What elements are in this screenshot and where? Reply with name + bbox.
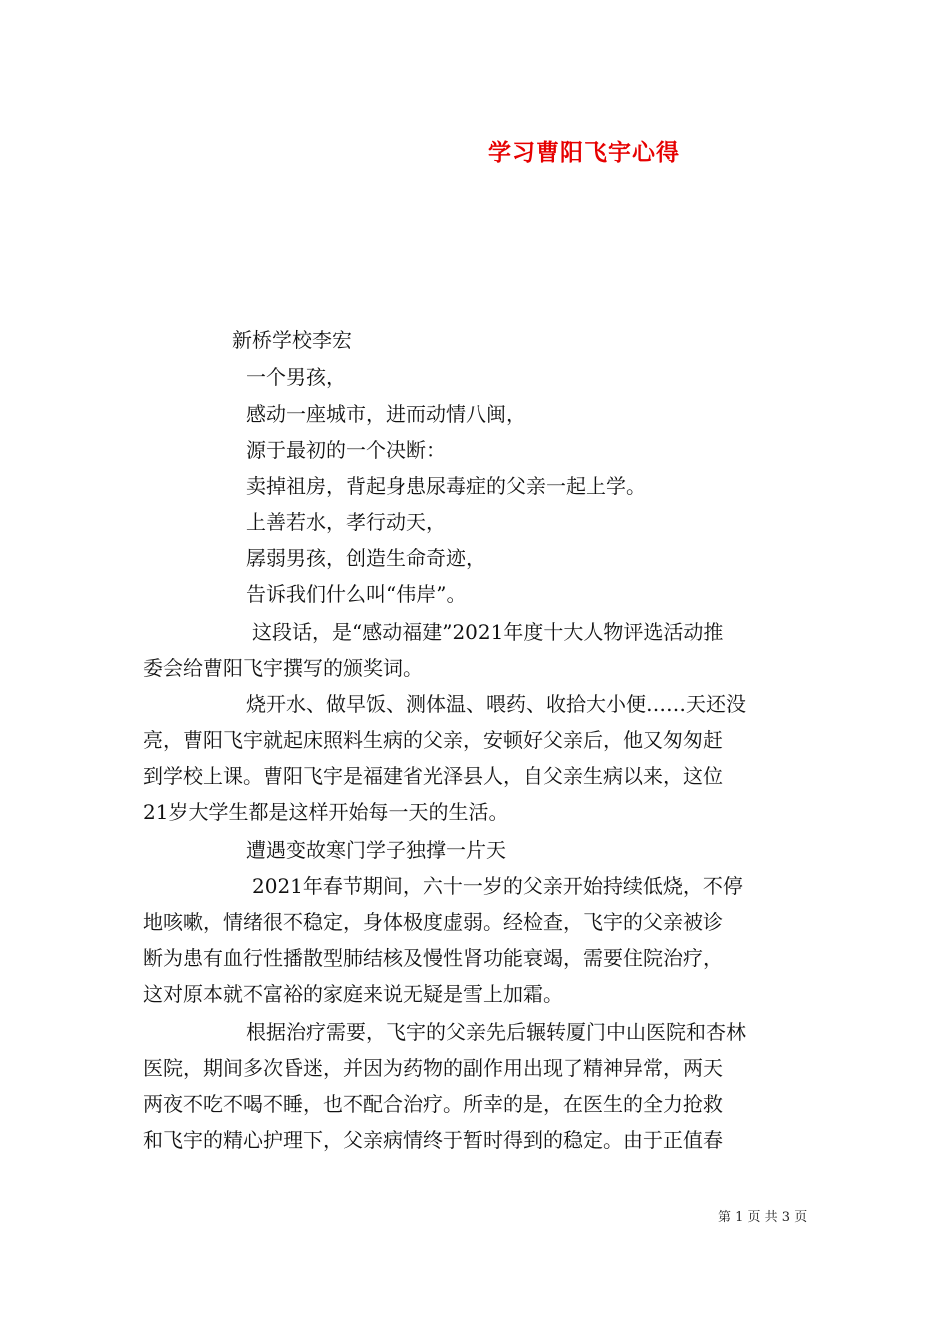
paragraph-line: 委会给曹阳飞宇撰写的颁奖词。 [143,656,423,680]
paragraph-line: 21岁大学生都是这样开始每一天的生活。 [143,800,509,824]
poem-line: 源于最初的一个决断： [246,438,446,462]
poem-line: 卖掉祖房，背起身患尿毒症的父亲一起上学。 [246,474,646,498]
section-heading: 遭遇变故寒门学子独撑一片天 [246,838,506,862]
paragraph-line: 和飞宇的精心护理下，父亲病情终于暂时得到的稳定。由于正值春 [143,1128,723,1152]
paragraph-line: 2021年春节期间，六十一岁的父亲开始持续低烧，不停 [252,874,743,898]
paragraph-line: 亮，曹阳飞宇就起床照料生病的父亲，安顿好父亲后，他又匆匆赶 [143,728,723,752]
poem-line: 告诉我们什么叫“伟岸”。 [246,582,467,606]
paragraph-line: 到学校上课。曹阳飞宇是福建省光泽县人，自父亲生病以来，这位 [143,764,723,788]
paragraph-line: 烧开水、做早饭、测体温、喂药、收拾大小便……天还没 [246,692,746,716]
paragraph-line: 地咳嗽，情绪很不稳定，身体极度虚弱。经检查，飞宇的父亲被诊 [143,910,723,934]
paragraph-line: 这段话，是“感动福建”2021年度十大人物评选活动推 [252,620,724,644]
paragraph-line: 医院，期间多次昏迷，并因为药物的副作用出现了精神异常，两天 [143,1056,723,1080]
poem-line: 一个男孩， [246,365,346,389]
paragraph-line: 两夜不吃不喝不睡，也不配合治疗。所幸的是，在医生的全力抢救 [143,1092,723,1116]
paragraph-line: 断为患有血行性播散型肺结核及慢性肾功能衰竭，需要住院治疗， [143,946,723,970]
poem-line: 上善若水，孝行动天， [246,510,446,534]
paragraph-line: 这对原本就不富裕的家庭来说无疑是雪上加霜。 [143,982,563,1006]
document-title: 学习曹阳飞宇心得 [488,139,680,166]
page-number: 第 1 页 共 3 页 [718,1210,808,1225]
paragraph-line: 根据治疗需要，飞宇的父亲先后辗转厦门中山医院和杏林 [246,1020,746,1044]
poem-line: 感动一座城市，进而动情八闽， [246,402,526,426]
poem-line: 孱弱男孩，创造生命奇迹， [246,546,486,570]
author-line: 新桥学校李宏 [232,328,352,352]
